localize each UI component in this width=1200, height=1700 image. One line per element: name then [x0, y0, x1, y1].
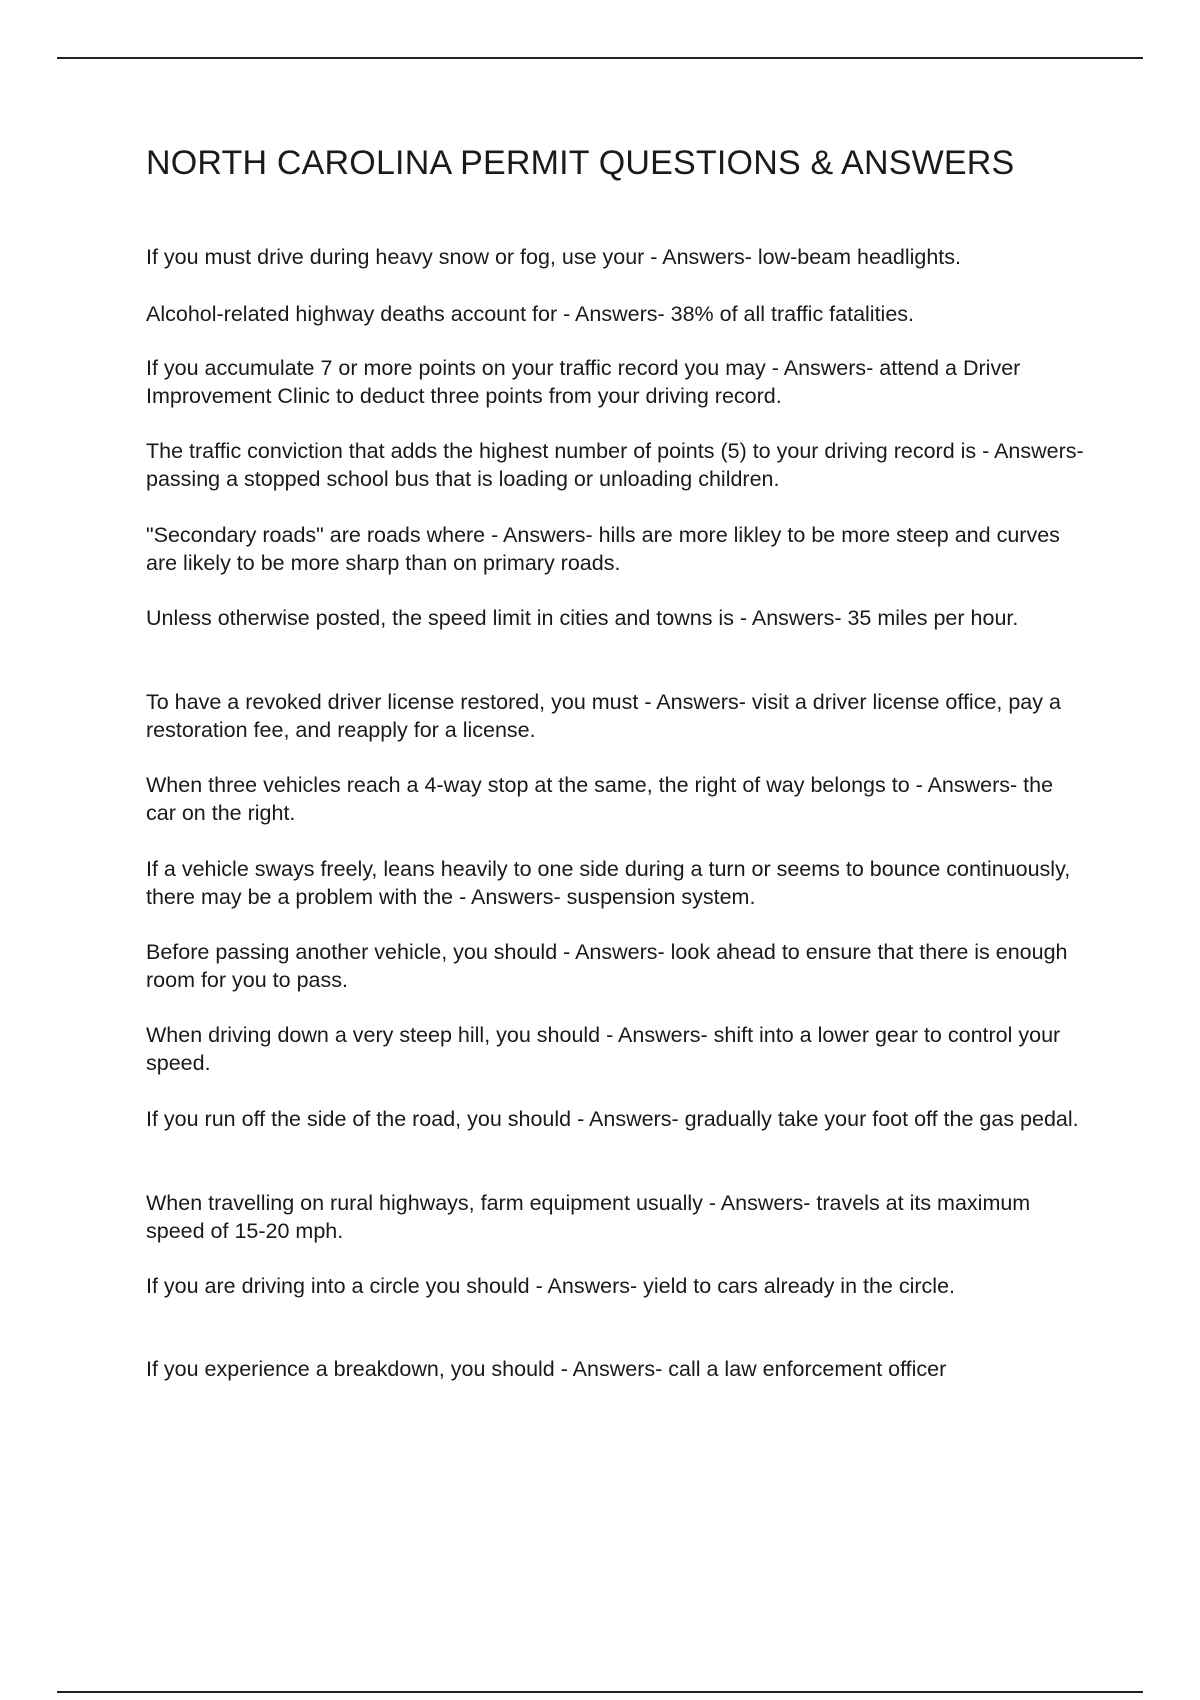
qa-item: Before passing another vehicle, you should - Answers- look ahead to ensure that there is enough room for you to pass. — [146, 940, 1068, 992]
qa-item: If you accumulate 7 or more points on your traffic record you may - Answers- attend a Driver Improvement Clinic to deduct three points from your driving record. — [146, 356, 1021, 408]
qa-item: Unless otherwise posted, the speed limit in cities and towns is - Answers- 35 miles per hour. — [146, 606, 1019, 630]
qa-item: To have a revoked driver license restored, you must - Answers- visit a driver license office, pay a restoration fee, and reapply for a license. — [146, 690, 1061, 742]
bottom-rule — [57, 1691, 1143, 1693]
qa-item: "Secondary roads" are roads where - Answers- hills are more likley to be more steep and curves are likely to be more sharp than on primary roads. — [146, 523, 1060, 575]
qa-item: When travelling on rural highways, farm equipment usually - Answers- travels at its maximum speed of 15-20 mph. — [146, 1191, 1031, 1243]
qa-item: If you experience a breakdown, you should - Answers- call a law enforcement officer — [146, 1357, 947, 1381]
qa-item: When three vehicles reach a 4-way stop at the same, the right of way belongs to - Answers- the car on the right. — [146, 773, 1054, 825]
qa-item: Alcohol-related highway deaths account for - Answers- 38% of all traffic fatalities. — [146, 302, 915, 326]
qa-item: If you run off the side of the road, you should - Answers- gradually take your foot off the gas pedal. — [146, 1107, 1079, 1131]
qa-item: If you are driving into a circle you should - Answers- yield to cars already in the circle. — [146, 1274, 956, 1298]
qa-item: If a vehicle sways freely, leans heavily to one side during a turn or seems to bounce continuously, there may be a problem with the - Answers- suspension system. — [146, 857, 1071, 909]
qa-item: When driving down a very steep hill, you should - Answers- shift into a lower gear to control your speed. — [146, 1023, 1061, 1075]
page-title: NORTH CAROLINA PERMIT QUESTIONS & ANSWERS — [146, 144, 1015, 182]
qa-item: If you must drive during heavy snow or fog, use your - Answers- low-beam headlights. — [146, 245, 961, 269]
qa-item: The traffic conviction that adds the highest number of points (5) to your driving record is - Answers- passing a stopped school bus that is loading or unloading children. — [146, 439, 1084, 491]
top-rule — [57, 57, 1143, 59]
